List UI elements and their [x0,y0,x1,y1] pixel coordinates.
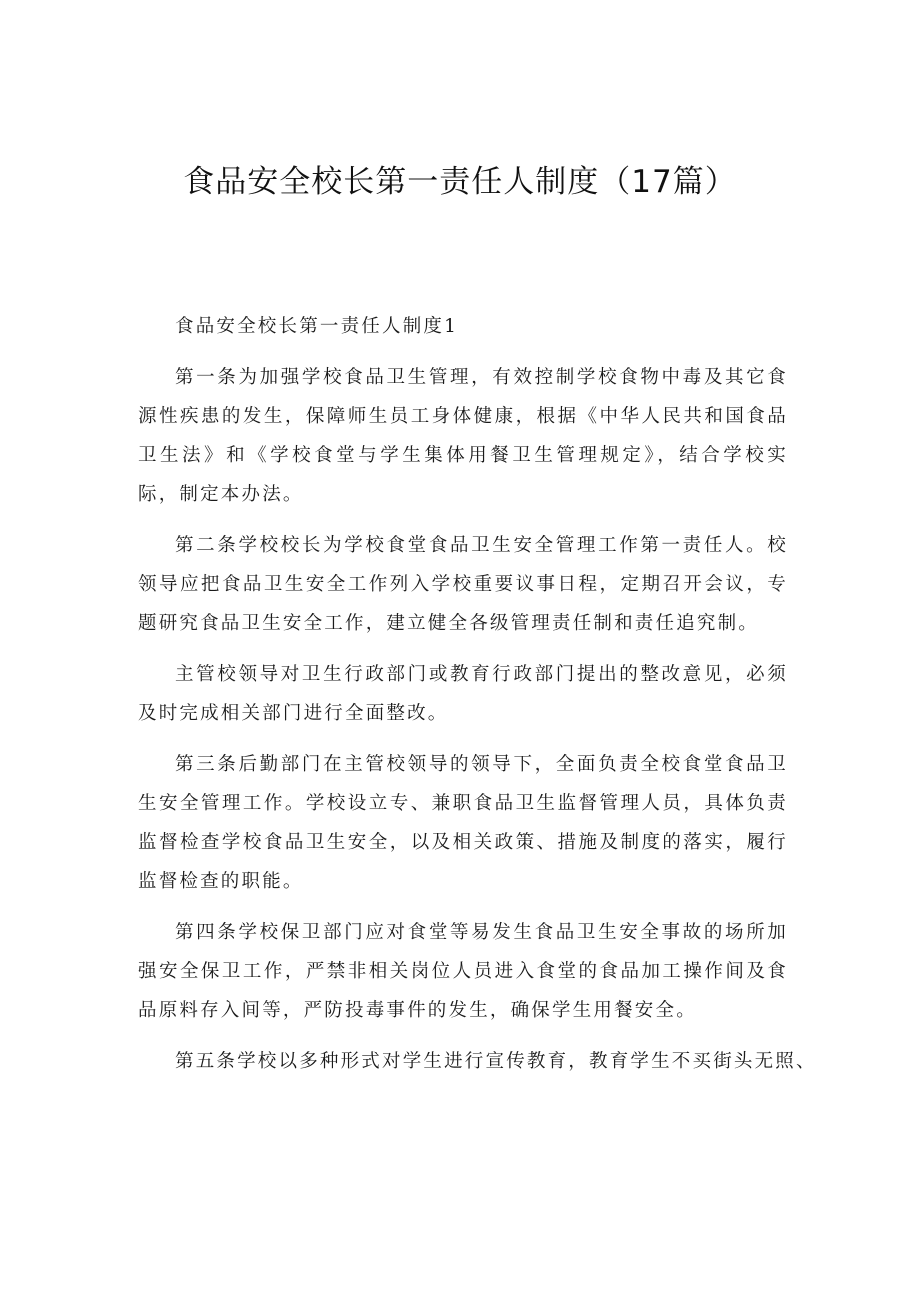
paragraph-article-5: 第五条学校以多种形式对学生进行宣传教育，教育学生不买街头无照、 [175,1051,817,1072]
paragraph-article-4: 第四条学校保卫部门应对食堂等易发生食品卫生安全事故的场所加强安全保卫工作，严禁非相关岗位人员进入食堂的食品加工操作间及食品原料存入间等，严防投毒事件的发生，确保学生用餐安全。 [138,922,788,1021]
paragraph-article-3: 第三条后勤部门在主管校领导的领导下，全面负责全校食堂食品卫生安全管理工作。学校设立专、兼职食品卫生监督管理人员，具体负责监督检查学校食品卫生安全，以及相关政策、措施及制度的落实，履行监督检查的职能。 [138,754,788,892]
document-body [138,307,817,1081]
section-heading: 食品安全校长第一责任人制度1 [175,316,459,337]
paragraph-supervisor-note: 主管校领导对卫生行政部门或教育行政部门提出的整改意见，必须及时完成相关部门进行全面整改。 [138,664,788,724]
paragraph-article-2: 第二条学校校长为学校食堂食品卫生安全管理工作第一责任人。校领导应把食品卫生安全工作列入学校重要议事日程，定期召开会议，专题研究食品卫生安全工作，建立健全各级管理责任制和责任追究制。 [138,535,788,634]
document-title: 食品安全校长第一责任人制度（17篇） [183,164,737,200]
paragraph-article-1: 第一条为加强学校食品卫生管理，有效控制学校食物中毒及其它食源性疾患的发生，保障师生员工身体健康，根据《中华人民共和国食品卫生法》和《学校食堂与学生集体用餐卫生管理规定》，结合学校实际，制定本办法。 [138,367,788,505]
